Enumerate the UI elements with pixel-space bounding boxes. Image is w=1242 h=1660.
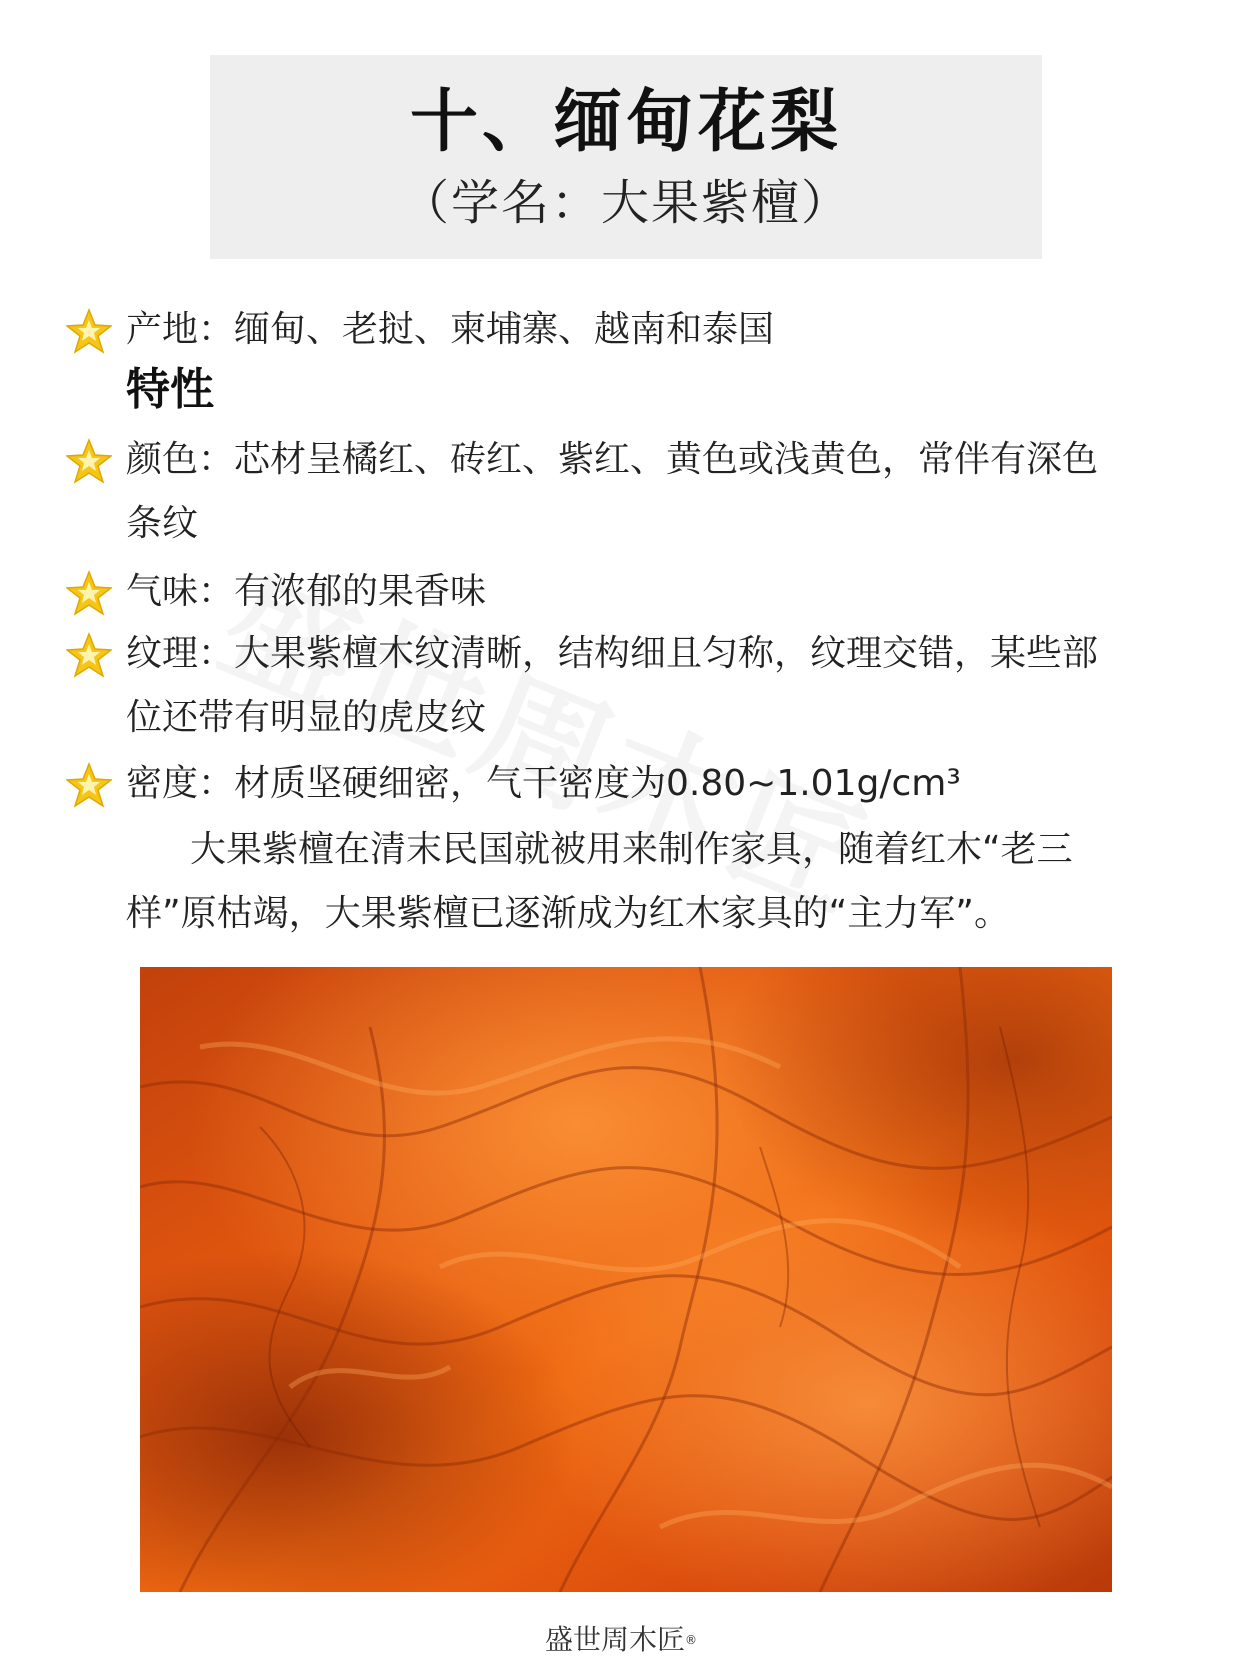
title-box [210, 55, 1042, 259]
texture-text: 纹理：大果紫檀木纹清晰，结构细且匀称，纹理交错，某些部位还带有明显的虎皮纹 [126, 633, 1099, 738]
footer-brand: 盛世周木匠® [544, 1623, 697, 1656]
star-icon [66, 570, 112, 616]
smell-text: 气味：有浓郁的果香味 [126, 571, 487, 612]
origin-text: 产地：缅甸、老挝、柬埔寨、越南和泰国 [126, 309, 775, 350]
smell-row [66, 560, 1126, 624]
star-icon [66, 632, 112, 678]
page-title: 十、缅甸花梨 [409, 83, 842, 162]
color-text: 颜色：芯材呈橘红、砖红、紫红、黄色或浅黄色，常伴有深色条纹 [126, 439, 1099, 544]
scientific-name: （学名：大果紫檀） [400, 175, 851, 231]
origin-row [66, 298, 1126, 362]
density-row [66, 752, 1126, 816]
description-paragraph: 大果紫檀在清末民国就被用来制作家具，随着红木“老三样”原枯竭，大果紫檀已逐渐成为红木家具的“主力军”。 [126, 829, 1073, 934]
section-heading: 特性 [126, 364, 214, 415]
star-icon [66, 308, 112, 354]
texture-row [66, 622, 1126, 750]
wood-grain-image [140, 967, 1112, 1592]
star-icon [66, 438, 112, 484]
density-text: 密度：材质坚硬细密，气干密度为0.80~1.01g/cm³ [126, 763, 961, 804]
color-row [66, 428, 1126, 556]
star-icon [66, 762, 112, 808]
